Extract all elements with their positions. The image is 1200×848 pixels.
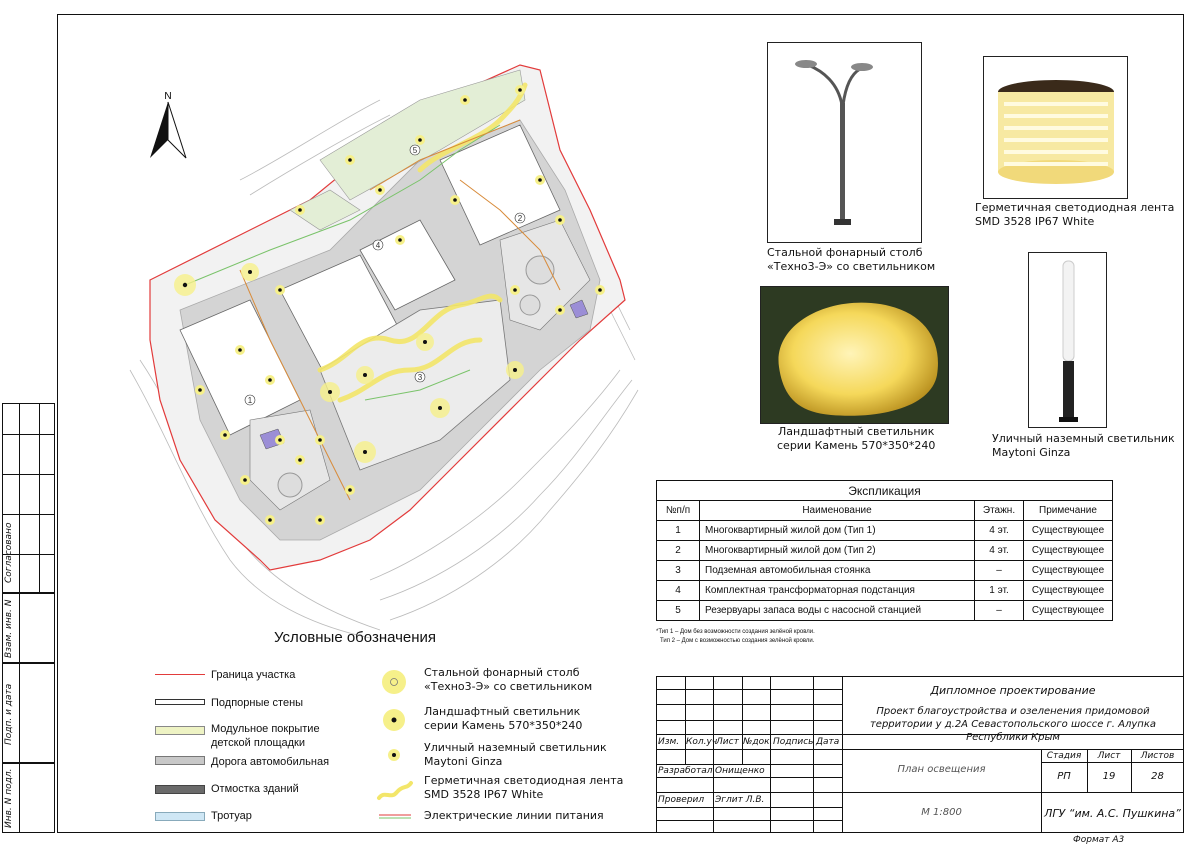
ground-lamp-symbol — [392, 753, 396, 757]
side-agreed-label: Согласовано — [4, 522, 14, 583]
table-row — [657, 561, 1113, 581]
table-cell: – — [975, 601, 1024, 621]
stone-photo — [760, 286, 949, 424]
table-cell: Существующее — [1024, 541, 1113, 561]
legend-playground-label — [211, 722, 320, 750]
boundary-symbol — [155, 674, 205, 675]
table-cell: Существующее — [1024, 521, 1113, 541]
building-number-1: 1 — [247, 396, 253, 405]
side-replaced-label: Взам. инв. N — [4, 599, 14, 658]
north-label: N — [164, 91, 172, 102]
legend-ginza-line2: Maytoni Ginza — [424, 755, 503, 768]
table-cell: Существующее — [1024, 601, 1113, 621]
led-tape-symbol — [379, 783, 411, 798]
tb-checked-name: Эглит Л.В. — [715, 795, 765, 805]
legend-road-label: Дорога автомобильная — [211, 756, 330, 768]
tb-developed-label: Разработал — [658, 766, 713, 776]
table-cell: Комплектная трансформаторная подстанция — [700, 581, 975, 601]
explication-title: Экспликация — [657, 481, 1113, 501]
legend-stone-line2: серии Камень 570*350*240 — [424, 719, 583, 732]
legend-pole-line2: «Техно3-Э» со светильником — [424, 680, 593, 693]
pole-caption-line1: Стальной фонарный столб — [767, 246, 923, 259]
side-inv-label: Инв. N подл. — [4, 768, 14, 828]
tb-project-title-line3: Республики Крым — [966, 732, 1060, 743]
sheet-format: Формат А3 — [1073, 835, 1125, 845]
table-row — [657, 581, 1113, 601]
table-cell: Многоквартирный жилой дом (Тип 1) — [700, 521, 975, 541]
tb-scale: М 1:800 — [921, 807, 962, 818]
table-row — [657, 541, 1113, 561]
legend-boundary-label: Граница участка — [211, 669, 296, 681]
stone-caption-line1: Ландшафтный светильник — [778, 425, 935, 438]
tb-checked-label: Проверил — [658, 795, 705, 805]
legend-ginza-line1: Уличный наземный светильник — [424, 741, 607, 754]
building-number-3: 3 — [417, 373, 423, 382]
stone-lamp-icon — [761, 287, 949, 424]
ground-lamp-icon — [1029, 253, 1107, 428]
table-cell: 1 — [657, 521, 700, 541]
tb-project-title-line2: территории у д.2А Севастопольского шоссе г. Алупка — [869, 719, 1157, 730]
title-block — [656, 676, 1184, 833]
explication-notes — [656, 628, 815, 646]
playground-symbol — [155, 726, 205, 735]
table-cell: 5 — [657, 601, 700, 621]
explication-header-name: Наименование — [700, 501, 975, 521]
table-cell: 2 — [657, 541, 700, 561]
building-number-4: 4 — [375, 241, 381, 250]
table-cell: 4 — [657, 581, 700, 601]
building-number-2: 2 — [517, 214, 523, 223]
tb-project-title — [842, 705, 1184, 744]
stone-caption — [777, 425, 935, 453]
tape-caption — [975, 201, 1174, 229]
tb-col-izm: Изм. — [658, 737, 680, 747]
legend-blind-area-label: Отмостка зданий — [211, 783, 299, 795]
tb-sheets-value: 28 — [1151, 771, 1164, 782]
side-stamp — [0, 403, 57, 833]
tb-sheet-name: План освещения — [897, 764, 986, 775]
explication-header-num: №п/п — [657, 501, 700, 521]
table-row — [657, 521, 1113, 541]
tb-col-sign: Подпись — [773, 737, 814, 747]
road-symbol — [155, 756, 205, 765]
tape-caption-line2: SMD 3528 IP67 White — [975, 215, 1095, 228]
pole-photo — [767, 42, 922, 243]
legend-stone-line1: Ландшафтный светильник — [424, 705, 581, 718]
ginza-caption-line2: Maytoni Ginza — [992, 446, 1071, 459]
explication-note-1: *Тип 1 – Дом без возможности создания зелёной кровли. — [656, 629, 815, 635]
legend-tape-line2: SMD 3528 IP67 White — [424, 788, 544, 801]
table-cell: Резервуары запаса воды с насосной станцией — [700, 601, 975, 621]
blind-area-symbol — [155, 785, 205, 794]
tb-developed-name: Онищенко — [715, 766, 765, 776]
stone-caption-line2: серии Камень 570*350*240 — [777, 439, 936, 452]
tb-project-type: Дипломное проектирование — [930, 684, 1096, 697]
table-cell: 3 — [657, 561, 700, 581]
legend-title: Условные обозначения — [274, 629, 437, 646]
explication-table — [656, 480, 1113, 621]
tb-organization: ЛГУ “им. А.С. Пушкина” — [1044, 807, 1181, 820]
table-cell: – — [975, 561, 1024, 581]
building-number-5: 5 — [412, 146, 418, 155]
side-sign-label: Подп. и дата — [4, 683, 14, 745]
site-plan — [120, 40, 640, 640]
legend-lamp-symbols — [375, 665, 415, 830]
table-cell: 4 эт. — [975, 541, 1024, 561]
tape-photo — [983, 56, 1128, 199]
table-cell: Многоквартирный жилой дом (Тип 2) — [700, 541, 975, 561]
tb-sheet-value: 19 — [1102, 771, 1116, 782]
tb-col-date: Дата — [816, 737, 840, 747]
ginza-photo — [1028, 252, 1107, 428]
table-cell: 4 эт. — [975, 521, 1024, 541]
tb-col-list: Лист — [716, 737, 739, 747]
north-arrow-icon — [142, 88, 194, 164]
tape-caption-line1: Герметичная светодиодная лента — [975, 201, 1175, 214]
pole-lamp-icon — [768, 43, 922, 243]
tb-sheet-label: Лист — [1097, 751, 1121, 761]
ginza-caption — [992, 432, 1175, 460]
retaining-wall-symbol — [155, 699, 205, 705]
table-cell: Существующее — [1024, 561, 1113, 581]
tb-sheets-label: Листов — [1140, 751, 1175, 761]
legend-ginza-label — [424, 741, 607, 769]
stone-lamp-symbol — [392, 718, 397, 723]
explication-header-note: Примечание — [1024, 501, 1113, 521]
legend-tape-label — [424, 774, 623, 802]
legend-playground-line1: Модульное покрытие — [211, 723, 320, 735]
legend-wall-label: Подпорные стены — [211, 697, 304, 709]
tb-project-title-line1: Проект благоустройства и озеленения придомовой — [876, 706, 1150, 717]
ginza-caption-line1: Уличный наземный светильник — [992, 432, 1175, 445]
legend-pole-label — [424, 666, 592, 694]
legend-power-label: Электрические линии питания — [424, 809, 604, 822]
table-cell: 1 эт. — [975, 581, 1024, 601]
legend-playground-line2: детской площадки — [211, 737, 305, 749]
table-cell: Существующее — [1024, 581, 1113, 601]
explication-header-floors: Этажн. — [975, 501, 1024, 521]
legend-sidewalk-label: Тротуар — [211, 810, 252, 822]
tb-stage-value: РП — [1057, 771, 1071, 782]
legend-stone-label — [424, 705, 582, 733]
tb-col-koluch: Кол.уч — [686, 737, 718, 747]
table-cell: Подземная автомобильная стоянка — [700, 561, 975, 581]
tb-stage-label: Стадия — [1046, 751, 1082, 761]
pole-caption — [767, 246, 935, 274]
legend-tape-line1: Герметичная светодиодная лента — [424, 774, 624, 787]
table-row — [657, 601, 1113, 621]
sidewalk-symbol — [155, 812, 205, 821]
legend-pole-line1: Стальной фонарный столб — [424, 666, 580, 679]
tb-col-ndoc: №док. — [743, 737, 773, 747]
pole-caption-line2: «Техно3-Э» со светильником — [767, 260, 936, 273]
led-tape-icon — [984, 57, 1128, 199]
explication-note-2: Тип 2 – Дом с возможностью создания зелёной кровли. — [660, 638, 815, 644]
